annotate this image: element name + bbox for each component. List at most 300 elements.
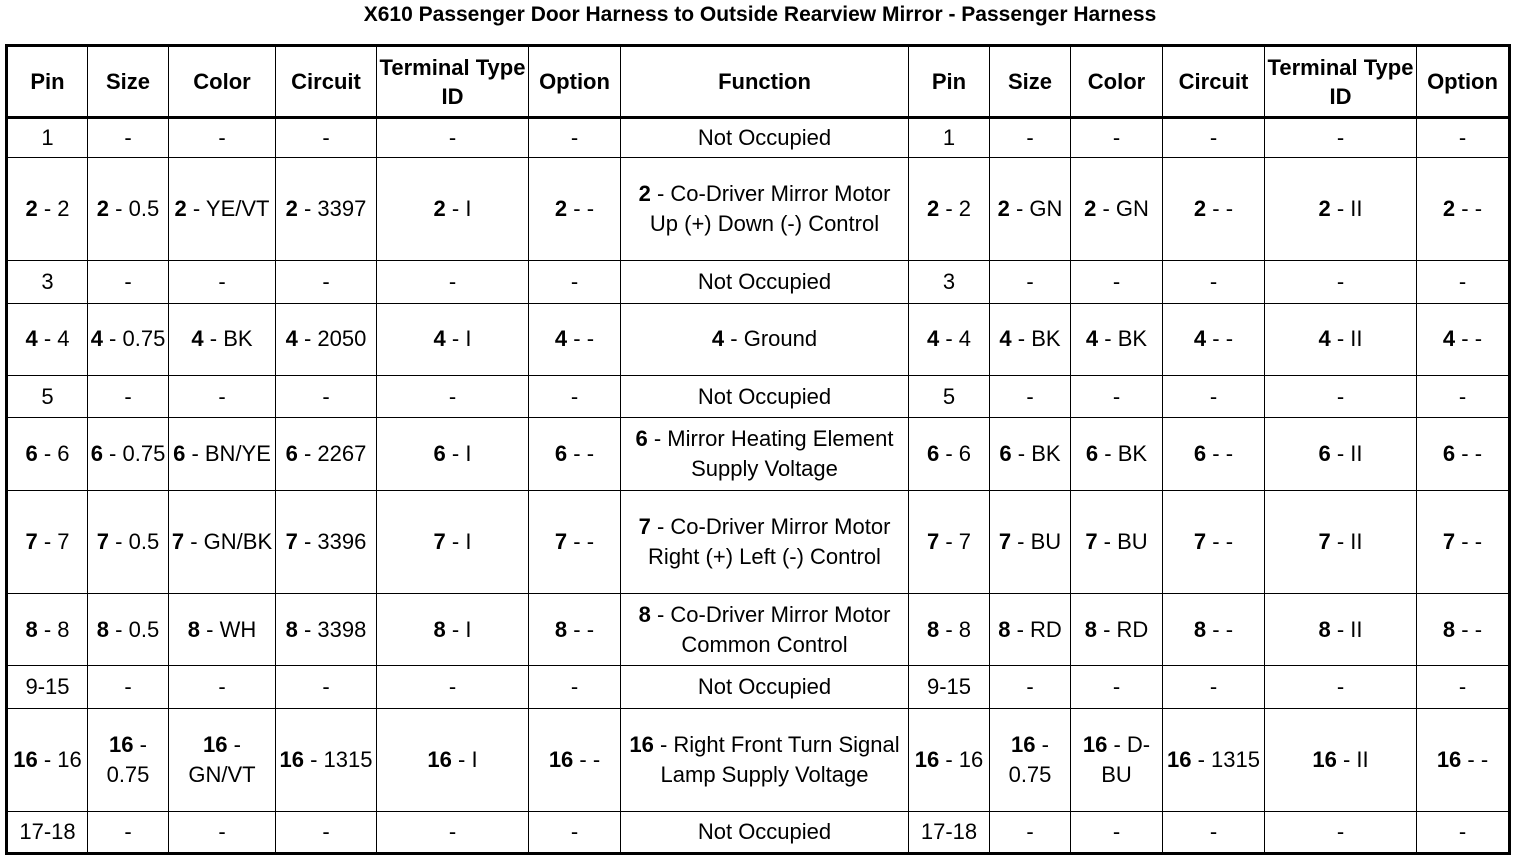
cell-text: - 1315 xyxy=(1191,746,1260,772)
cell-color xyxy=(169,303,276,376)
cell-color xyxy=(169,491,276,594)
cell-text: - BU xyxy=(1097,528,1148,554)
cell-size xyxy=(990,666,1071,708)
cell-prefix: 2 xyxy=(174,196,187,222)
cell-text: - 7 xyxy=(939,528,972,554)
cell-text: - GN xyxy=(1009,196,1063,222)
cell-text: - I xyxy=(445,616,472,642)
cell-text: - II xyxy=(1330,616,1363,642)
cell-text: - xyxy=(124,818,132,844)
table-title: X610 Passenger Door Harness to Outside Rearview Mirror - Passenger Harness xyxy=(363,3,1157,26)
cell-option xyxy=(1417,303,1510,376)
cell-option xyxy=(1417,376,1510,418)
cell-text: - xyxy=(322,818,330,844)
cell-size xyxy=(88,811,169,853)
cell-prefix: 6 xyxy=(90,441,103,467)
header-terminal-type-id: Terminal Type ID xyxy=(377,46,529,118)
cell-text: - xyxy=(1336,674,1345,700)
cell-prefix: 8 xyxy=(638,601,651,627)
cell-text: - - xyxy=(1455,441,1483,467)
cell-terminal-type-id xyxy=(377,303,529,376)
cell-prefix: 2 xyxy=(1084,196,1097,222)
cell-text: - xyxy=(322,268,330,294)
cell-text: - 7 xyxy=(37,528,70,554)
cell-text: - RD xyxy=(1010,616,1062,642)
cell-color xyxy=(1071,303,1163,376)
cell-terminal-type-id xyxy=(377,418,529,491)
cell-text: - 3397 xyxy=(297,196,367,222)
cell-size xyxy=(88,666,169,708)
cell-prefix: 8 xyxy=(285,616,298,642)
cell-option xyxy=(1417,708,1510,811)
cell-prefix: 16 xyxy=(629,731,654,757)
cell-text: - xyxy=(1209,383,1218,409)
cell-prefix: 4 xyxy=(554,326,568,352)
cell-text: - xyxy=(570,674,579,700)
cell-pin xyxy=(7,376,88,418)
cell-pin xyxy=(909,261,990,303)
cell-color xyxy=(1071,118,1163,158)
cell-text: - BK xyxy=(1098,326,1148,352)
cell-text: - 0.75 xyxy=(1008,731,1052,787)
cell-function xyxy=(621,158,909,261)
cell-text: - 4 xyxy=(37,326,70,352)
cell-terminal-type-id xyxy=(1265,376,1417,418)
cell-text: - II xyxy=(1330,528,1363,554)
cell-text: - 1315 xyxy=(303,746,373,772)
cell-text: - xyxy=(1026,268,1034,294)
cell-text: - xyxy=(448,125,457,151)
cell-text: Not Occupied xyxy=(697,125,832,151)
cell-terminal-type-id xyxy=(377,491,529,594)
cell-prefix: 6 xyxy=(285,441,298,467)
cell-text: - BK xyxy=(1011,326,1061,352)
cell-text: - - xyxy=(567,441,595,467)
cell-text: - xyxy=(218,674,226,700)
cell-function xyxy=(621,376,909,418)
cell-pin xyxy=(909,118,990,158)
cell-prefix: 8 xyxy=(187,616,201,642)
header-option: Option xyxy=(529,46,621,118)
cell-prefix: 7 xyxy=(96,528,110,554)
cell-prefix: 2 xyxy=(433,196,446,222)
cell-prefix: 4 xyxy=(999,326,1012,352)
cell-color xyxy=(1071,491,1163,594)
header-color: Color xyxy=(169,46,276,118)
cell-color xyxy=(169,158,276,261)
cell-text: - xyxy=(1112,818,1121,844)
table-row xyxy=(7,303,1510,376)
cell-text: - xyxy=(1112,268,1121,294)
cell-text: - RD xyxy=(1096,616,1149,642)
cell-text: - D-BU xyxy=(1101,731,1151,787)
cell-text: - 6 xyxy=(37,441,70,467)
cell-pin xyxy=(909,708,990,811)
cell-text: - xyxy=(1336,383,1345,409)
cell-size xyxy=(88,261,169,303)
cell-option xyxy=(529,418,621,491)
cell-text: - 2050 xyxy=(297,326,367,352)
cell-prefix: 7 xyxy=(1442,528,1456,554)
table-row xyxy=(7,666,1510,708)
header-row xyxy=(7,46,1510,118)
cell-text: - xyxy=(1112,383,1121,409)
cell-prefix: 2 xyxy=(1318,196,1331,222)
cell-text: - BK xyxy=(1011,441,1061,467)
cell-prefix: 6 xyxy=(433,441,446,467)
cell-text: - - xyxy=(1455,528,1483,554)
cell-text: - - xyxy=(1206,326,1234,352)
cell-text: - xyxy=(1458,268,1467,294)
cell-text: - xyxy=(1336,125,1345,151)
cell-prefix: 6 xyxy=(173,441,186,467)
cell-circuit xyxy=(276,491,377,594)
cell-text: - 0.5 xyxy=(109,616,160,642)
table-row xyxy=(7,491,1510,594)
cell-prefix: 16 xyxy=(203,731,228,757)
cell-prefix: 2 xyxy=(926,196,940,222)
cell-prefix: 4 xyxy=(1085,326,1099,352)
cell-prefix: 7 xyxy=(926,528,940,554)
cell-text: - Co-Driver Mirror Motor Right (+) Left (-) Control xyxy=(648,513,891,569)
cell-text: - GN xyxy=(1096,196,1149,222)
cell-text: Not Occupied xyxy=(697,818,832,844)
header-pin: Pin xyxy=(909,46,990,118)
cell-prefix: 7 xyxy=(25,528,38,554)
cell-prefix: 16 xyxy=(548,746,574,772)
cell-text: - BU xyxy=(1011,528,1062,554)
cell-text: 17-18 xyxy=(19,818,76,844)
cell-prefix: 8 xyxy=(433,616,446,642)
cell-text: - YE/VT xyxy=(186,196,270,222)
cell-size xyxy=(990,811,1071,853)
cell-circuit xyxy=(1163,593,1265,666)
cell-function xyxy=(621,666,909,708)
cell-prefix: 8 xyxy=(1193,616,1207,642)
cell-size xyxy=(990,376,1071,418)
cell-function xyxy=(621,593,909,666)
cell-option xyxy=(529,303,621,376)
header-circuit: Circuit xyxy=(1163,46,1265,118)
cell-color xyxy=(169,261,276,303)
cell-terminal-type-id xyxy=(1265,708,1417,811)
cell-text: - Right Front Turn Signal Lamp Supply Voltage xyxy=(653,731,900,787)
cell-text: - xyxy=(218,818,226,844)
cell-terminal-type-id xyxy=(1265,418,1417,491)
cell-pin xyxy=(909,811,990,853)
cell-color xyxy=(1071,158,1163,261)
cell-prefix: 16 xyxy=(1082,731,1108,757)
cell-prefix: 6 xyxy=(1318,441,1331,467)
cell-option xyxy=(529,666,621,708)
cell-text: - 8 xyxy=(37,616,70,642)
cell-text: - 0.75 xyxy=(106,731,150,787)
header-terminal-type-id: Terminal Type ID xyxy=(1265,46,1417,118)
cell-text: - - xyxy=(567,326,595,352)
cell-text: - 2 xyxy=(37,196,70,222)
cell-text: - xyxy=(218,383,226,409)
cell-prefix: 8 xyxy=(554,616,568,642)
cell-color xyxy=(169,666,276,708)
cell-circuit xyxy=(276,118,377,158)
cell-size xyxy=(990,491,1071,594)
cell-text: - xyxy=(448,383,457,409)
cell-prefix: 2 xyxy=(96,196,110,222)
cell-text: - BK xyxy=(203,326,253,352)
cell-text: - xyxy=(570,125,579,151)
cell-circuit xyxy=(1163,491,1265,594)
cell-terminal-type-id xyxy=(377,708,529,811)
cell-terminal-type-id xyxy=(377,261,529,303)
cell-prefix: 8 xyxy=(998,616,1011,642)
cell-text: - xyxy=(1209,674,1218,700)
table-row xyxy=(7,418,1510,491)
cell-prefix: 6 xyxy=(1193,441,1207,467)
cell-text: - xyxy=(1026,818,1034,844)
cell-terminal-type-id xyxy=(1265,261,1417,303)
cell-text: - xyxy=(448,818,457,844)
cell-text: - - xyxy=(567,616,595,642)
cell-size xyxy=(990,708,1071,811)
cell-circuit xyxy=(276,261,377,303)
cell-pin xyxy=(909,491,990,594)
cell-pin xyxy=(7,118,88,158)
table-body xyxy=(7,118,1510,854)
cell-size xyxy=(990,418,1071,491)
cell-option xyxy=(1417,593,1510,666)
cell-text: - xyxy=(448,268,457,294)
cell-function xyxy=(621,118,909,158)
cell-option xyxy=(1417,418,1510,491)
cell-pin xyxy=(7,303,88,376)
cell-option xyxy=(1417,491,1510,594)
cell-circuit xyxy=(276,593,377,666)
cell-pin xyxy=(909,376,990,418)
cell-text: - 3398 xyxy=(297,616,367,642)
cell-text: - 6 xyxy=(939,441,972,467)
cell-option xyxy=(529,158,621,261)
cell-text: - 8 xyxy=(939,616,972,642)
cell-text: - II xyxy=(1336,746,1369,772)
cell-text: - - xyxy=(1206,616,1234,642)
cell-option xyxy=(529,261,621,303)
cell-text: - xyxy=(322,125,330,151)
cell-terminal-type-id xyxy=(377,593,529,666)
cell-text: - I xyxy=(445,196,472,222)
cell-pin xyxy=(7,811,88,853)
cell-prefix: 16 xyxy=(427,746,452,772)
cell-text: - II xyxy=(1330,326,1363,352)
cell-text: - xyxy=(218,125,226,151)
cell-prefix: 16 xyxy=(13,746,38,772)
cell-text: 1 xyxy=(942,125,956,151)
cell-size xyxy=(990,158,1071,261)
cell-text: 5 xyxy=(942,383,956,409)
cell-terminal-type-id xyxy=(1265,666,1417,708)
cell-text: - xyxy=(1209,818,1218,844)
table-row xyxy=(7,593,1510,666)
cell-text: - xyxy=(1458,674,1467,700)
cell-color xyxy=(169,708,276,811)
cell-function xyxy=(621,491,909,594)
cell-text: - GN/VT xyxy=(188,731,256,787)
header-size: Size xyxy=(88,46,169,118)
cell-text: 3 xyxy=(942,268,956,294)
header-function: Function xyxy=(621,46,909,118)
cell-text: Not Occupied xyxy=(697,383,832,409)
cell-text: - xyxy=(570,383,579,409)
cell-size xyxy=(88,376,169,418)
table-row xyxy=(7,158,1510,261)
cell-terminal-type-id xyxy=(1265,811,1417,853)
cell-text: - xyxy=(570,268,579,294)
cell-text: - Mirror Heating Element Supply Voltage xyxy=(647,426,894,482)
cell-text: - GN/BK xyxy=(184,528,273,554)
cell-pin xyxy=(7,666,88,708)
cell-circuit xyxy=(276,303,377,376)
table-row xyxy=(7,261,1510,303)
cell-terminal-type-id xyxy=(1265,491,1417,594)
cell-text: 5 xyxy=(41,383,54,409)
cell-function xyxy=(621,303,909,376)
cell-function xyxy=(621,261,909,303)
cell-prefix: 2 xyxy=(638,181,651,207)
table-row xyxy=(7,708,1510,811)
cell-text: - - xyxy=(1206,528,1234,554)
cell-prefix: 7 xyxy=(171,528,185,554)
table-row xyxy=(7,376,1510,418)
cell-prefix: 2 xyxy=(554,196,568,222)
cell-text: - II xyxy=(1330,196,1363,222)
cell-prefix: 16 xyxy=(1167,746,1192,772)
cell-text: - xyxy=(448,674,457,700)
cell-pin xyxy=(909,593,990,666)
cell-prefix: 4 xyxy=(1442,326,1456,352)
cell-text: - xyxy=(124,125,132,151)
cell-text: - - xyxy=(1461,746,1489,772)
cell-option xyxy=(1417,811,1510,853)
header-pin: Pin xyxy=(7,46,88,118)
cell-text: - - xyxy=(1455,326,1483,352)
cell-size xyxy=(990,593,1071,666)
cell-prefix: 4 xyxy=(191,326,204,352)
cell-text: - 0.75 xyxy=(102,441,166,467)
cell-text: Not Occupied xyxy=(697,268,832,294)
cell-prefix: 7 xyxy=(1318,528,1331,554)
cell-text: - 0.5 xyxy=(109,196,160,222)
cell-text: - 0.5 xyxy=(109,528,160,554)
cell-text: - - xyxy=(567,528,595,554)
cell-prefix: 6 xyxy=(1442,441,1456,467)
cell-size xyxy=(88,708,169,811)
cell-prefix: 6 xyxy=(1085,441,1099,467)
cell-prefix: 4 xyxy=(1318,326,1331,352)
cell-option xyxy=(529,118,621,158)
cell-prefix: 16 xyxy=(914,746,940,772)
cell-text: - - xyxy=(1206,441,1234,467)
cell-prefix: 4 xyxy=(90,326,103,352)
cell-prefix: 8 xyxy=(1318,616,1331,642)
cell-color xyxy=(169,418,276,491)
cell-size xyxy=(88,491,169,594)
cell-terminal-type-id xyxy=(377,666,529,708)
cell-prefix: 4 xyxy=(285,326,298,352)
cell-text: - xyxy=(570,818,579,844)
cell-circuit xyxy=(276,376,377,418)
cell-text: 1 xyxy=(41,125,54,151)
cell-text: - 16 xyxy=(939,746,984,772)
cell-text: - 3396 xyxy=(297,528,367,554)
cell-text: - xyxy=(218,268,226,294)
cell-text: - xyxy=(1336,268,1345,294)
cell-pin xyxy=(909,303,990,376)
cell-text: - xyxy=(1458,383,1467,409)
cell-prefix: 16 xyxy=(279,746,304,772)
cell-text: - Ground xyxy=(724,326,818,352)
cell-circuit xyxy=(276,708,377,811)
cell-prefix: 2 xyxy=(997,196,1010,222)
cell-text: Not Occupied xyxy=(697,674,832,700)
cell-terminal-type-id xyxy=(377,376,529,418)
cell-size xyxy=(990,118,1071,158)
cell-prefix: 8 xyxy=(1084,616,1097,642)
table-row xyxy=(7,118,1510,158)
cell-pin xyxy=(7,158,88,261)
cell-text: - xyxy=(124,268,132,294)
harness-table xyxy=(5,44,1511,855)
header-option: Option xyxy=(1417,46,1510,118)
cell-text: - 4 xyxy=(939,326,972,352)
cell-prefix: 6 xyxy=(25,441,38,467)
cell-text: - - xyxy=(567,196,595,222)
cell-circuit xyxy=(276,418,377,491)
cell-circuit xyxy=(1163,666,1265,708)
cell-text: 9-15 xyxy=(926,674,972,700)
cell-text: - xyxy=(1209,125,1218,151)
cell-function xyxy=(621,708,909,811)
cell-prefix: 2 xyxy=(25,196,38,222)
cell-size xyxy=(88,593,169,666)
cell-text: - xyxy=(1026,383,1034,409)
cell-prefix: 16 xyxy=(1312,746,1337,772)
cell-prefix: 4 xyxy=(25,326,38,352)
cell-text: - xyxy=(322,674,330,700)
cell-text: - xyxy=(1112,674,1121,700)
cell-circuit xyxy=(1163,118,1265,158)
cell-pin xyxy=(7,491,88,594)
cell-terminal-type-id xyxy=(1265,303,1417,376)
cell-option xyxy=(1417,158,1510,261)
cell-prefix: 7 xyxy=(554,528,568,554)
cell-prefix: 16 xyxy=(1011,731,1036,757)
cell-option xyxy=(529,708,621,811)
cell-prefix: 7 xyxy=(638,513,651,539)
cell-color xyxy=(169,593,276,666)
cell-prefix: 7 xyxy=(1085,528,1098,554)
cell-pin xyxy=(909,666,990,708)
cell-circuit xyxy=(1163,158,1265,261)
cell-prefix: 6 xyxy=(999,441,1012,467)
cell-prefix: 2 xyxy=(1442,196,1456,222)
cell-text: - xyxy=(1336,818,1345,844)
cell-terminal-type-id xyxy=(377,158,529,261)
cell-prefix: 8 xyxy=(96,616,110,642)
cell-pin xyxy=(7,261,88,303)
cell-function xyxy=(621,418,909,491)
header-circuit: Circuit xyxy=(276,46,377,118)
cell-circuit xyxy=(1163,418,1265,491)
cell-text: 17-18 xyxy=(920,818,978,844)
